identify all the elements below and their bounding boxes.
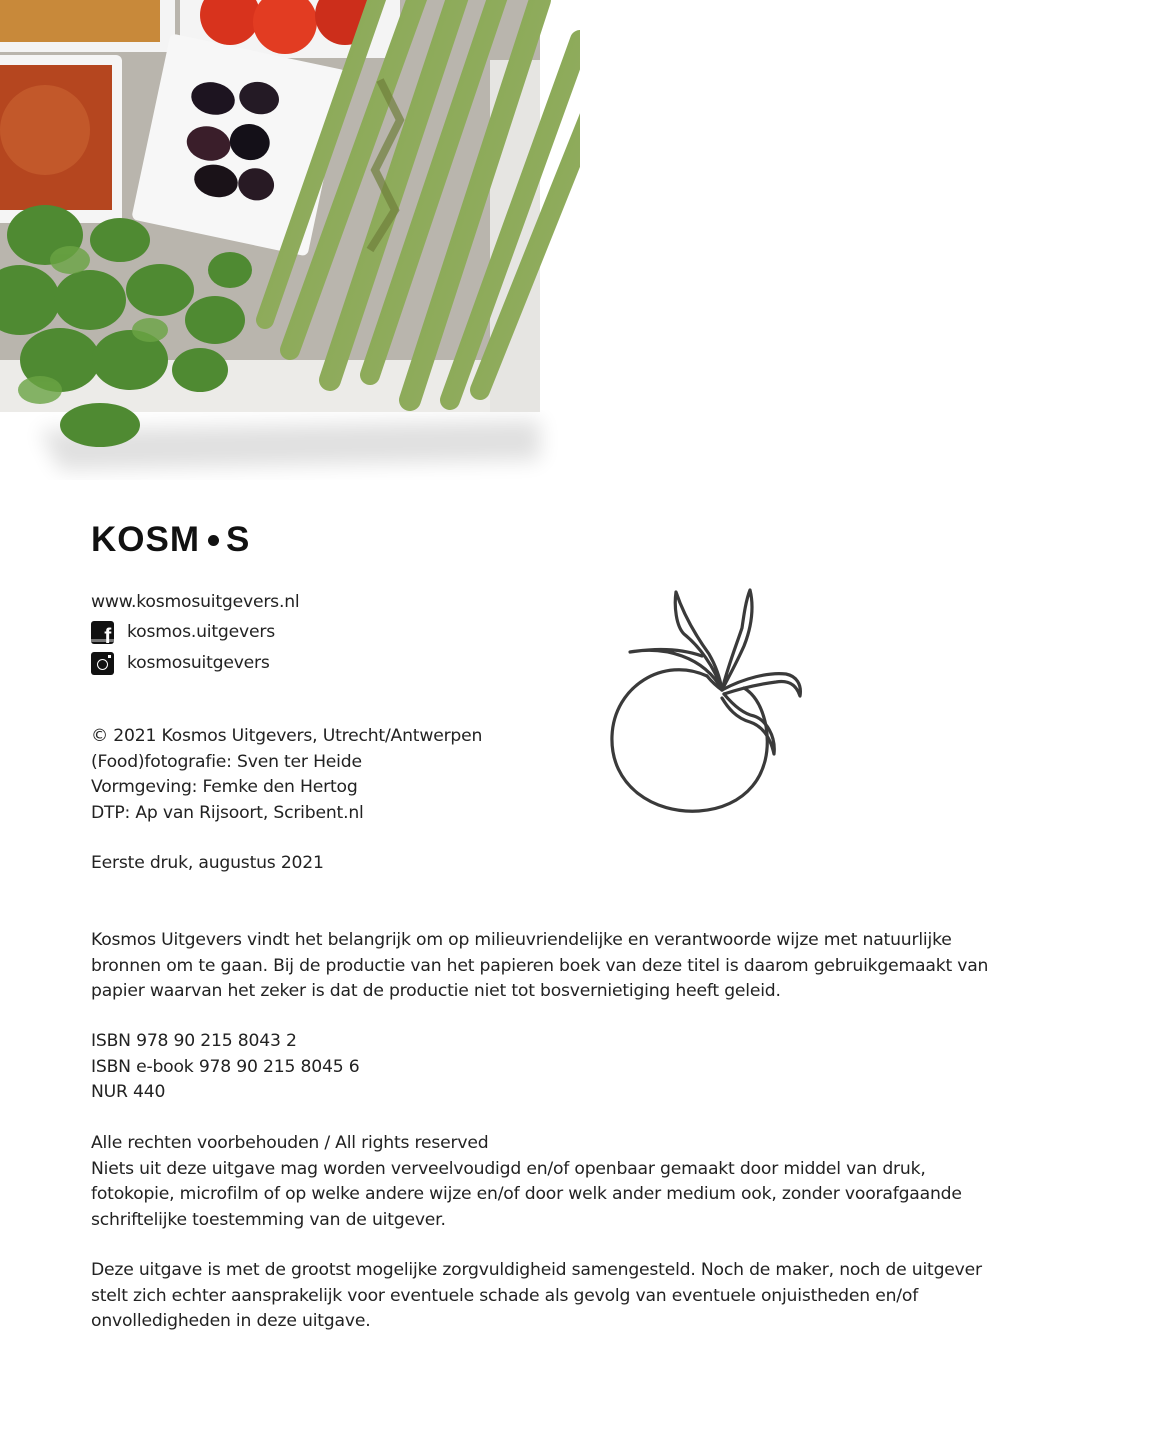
contact-block: [91, 587, 299, 679]
identifiers-block: [91, 1029, 359, 1106]
nur-code: NUR 440: [91, 1082, 166, 1102]
environment-notice: Kosmos Uitgevers vindt het belangrijk om op milieuvriendelijke en verantwoorde wijze met natuurlijke bronnen om te gaan. Bij de productie van het papieren boek van deze titel is daarom gebruikgemaakt van papier waarvan het zeker is dat de productie niet tot bosvernietiging heeft geleid.: [91, 930, 989, 1001]
publisher-logo: [91, 522, 250, 558]
isbn-ebook: ISBN e-book 978 90 215 8045 6: [91, 1056, 360, 1077]
facebook-handle[interactable]: kosmos.uitgevers: [127, 622, 275, 642]
website-row: [91, 587, 299, 618]
facebook-row[interactable]: [91, 618, 299, 649]
instagram-icon: [91, 652, 114, 675]
isbn: ISBN 978 90 215 8043 2: [91, 1031, 297, 1051]
disclaimer: Deze uitgave is met de grootst mogelijke zorgvuldigheid samengesteld. Noch de maker, noch de uitgever stelt zich echter aansprakelijk voor eventuele schade als gevolg van eventuele onjuistheden en/of onvolledigheden in deze uitgave.: [91, 1260, 982, 1331]
instagram-row[interactable]: [91, 648, 299, 679]
website-link[interactable]: www.kosmosuitgevers.nl: [91, 591, 300, 612]
facebook-icon: [91, 621, 114, 644]
food-photo: [0, 0, 580, 480]
credits-block: [91, 724, 482, 826]
photography-credit: (Food)fotografie: Sven ter Heide: [91, 751, 362, 772]
logo-dot-icon: [208, 535, 219, 546]
rights-body: Niets uit deze uitgave mag worden verveelvoudigd en/of openbaar gemaakt door middel van druk, fotokopie, microfilm of op welke andere wijze en/of door welk ander medium ook, zonder voorafgaande schriftelijke toestemming van de uitgever.: [91, 1158, 962, 1230]
logo-text-left: KOSM: [91, 520, 200, 559]
instagram-handle[interactable]: kosmosuitgevers: [127, 652, 270, 673]
first-print: Eerste druk, augustus 2021: [91, 853, 324, 873]
logo-text-right: S: [226, 520, 251, 559]
rights-block: [91, 1131, 1011, 1233]
tomato-drawing-icon: [604, 586, 810, 816]
copyright-line: © 2021 Kosmos Uitgevers, Utrecht/Antwerpen: [91, 726, 483, 746]
rights-heading: Alle rechten voorbehouden / All rights reserved: [91, 1133, 489, 1153]
design-credit: Vormgeving: Femke den Hertog: [91, 777, 358, 797]
dtp-credit: DTP: Ap van Rijsoort, Scribent.nl: [91, 802, 364, 823]
